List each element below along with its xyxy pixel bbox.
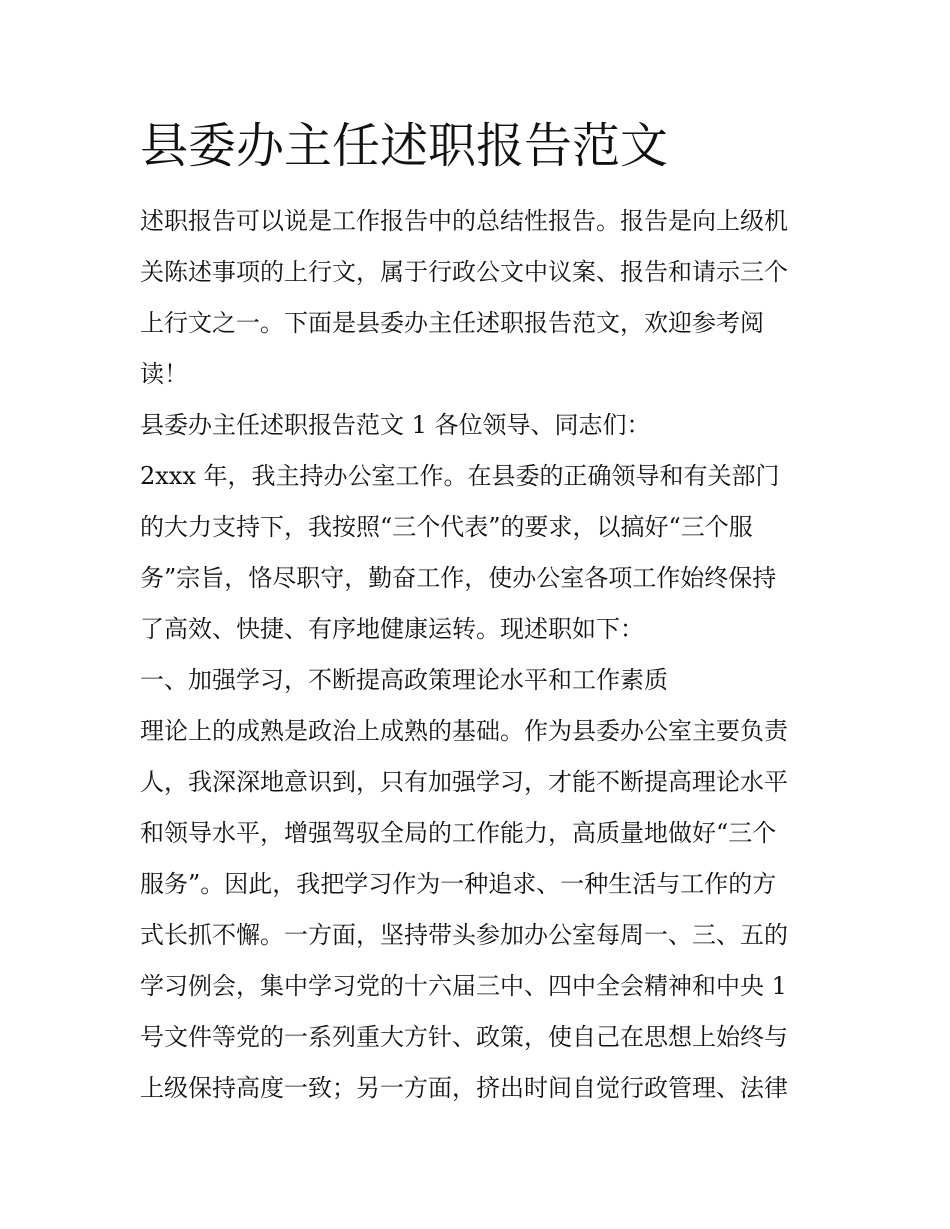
text-line: 上级保持高度一致；另一方面，挤出时间自觉行政管理、法律 bbox=[140, 1074, 788, 1102]
text-line: 县委办主任述职报告范文 1 各位领导、同志们： bbox=[140, 411, 651, 439]
text-line: 式长抓不懈。一方面，坚持带头参加办公室每周一、三、五的 bbox=[140, 921, 788, 949]
section-heading: 一、加强学习，不断提高政策理论水平和工作素质 bbox=[140, 666, 668, 694]
text-line: 2xxx 年，我主持办公室工作。在县委的正确领导和有关部门 bbox=[140, 462, 780, 490]
text-line: 上行文之一。下面是县委办主任述职报告范文，欢迎参考阅 bbox=[140, 309, 764, 337]
document-title: 县委办主任述职报告范文 bbox=[140, 118, 669, 174]
text-line: 务”宗旨，恪尽职守，勤奋工作，使办公室各项工作始终保持 bbox=[140, 564, 777, 592]
text-line: 理论上的成熟是政治上成熟的基础。作为县委办公室主要负责 bbox=[140, 717, 788, 745]
text-line: 号文件等党的一系列重大方针、政策，使自己在思想上始终与 bbox=[140, 1023, 788, 1051]
text-line: 述职报告可以说是工作报告中的总结性报告。报告是向上级机 bbox=[140, 207, 788, 235]
text-line: 的大力支持下，我按照“三个代表”的要求，以搞好“三个服 bbox=[140, 513, 753, 541]
text-line: 学习例会，集中学习党的十六届三中、四中全会精神和中央 1 bbox=[140, 972, 787, 1000]
text-line: 人，我深深地意识到，只有加强学习，才能不断提高理论水平 bbox=[140, 768, 788, 796]
text-line: 关陈述事项的上行文，属于行政公文中议案、报告和请示三个 bbox=[140, 258, 788, 286]
text-line: 和领导水平，增强驾驭全局的工作能力，高质量地做好“三个 bbox=[140, 819, 777, 847]
text-line: 了高效、快捷、有序地健康运转。现述职如下： bbox=[140, 615, 644, 643]
document-body bbox=[140, 196, 830, 1114]
text-line: 读！ bbox=[140, 360, 188, 388]
text-line: 服务”。因此，我把学习作为一种追求、一种生活与工作的方 bbox=[140, 870, 777, 898]
